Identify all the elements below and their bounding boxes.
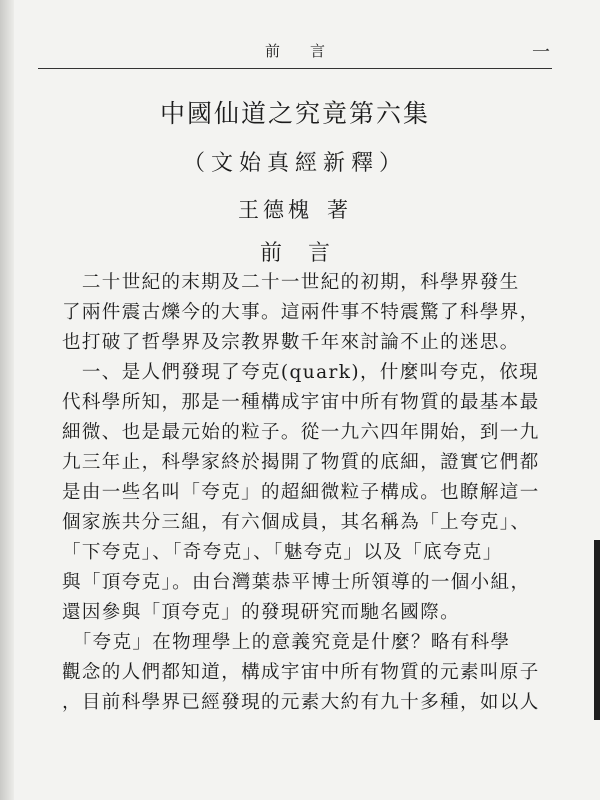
running-head xyxy=(40,34,550,68)
author-line xyxy=(40,194,550,224)
section-heading: 前言 xyxy=(259,241,356,266)
text-line: 也打破了哲學界及宗教界數千年來討論不止的迷思。 xyxy=(62,332,520,353)
text-line: 是由一些名叫「夸克」的超細微粒子構成。也瞭解這一 xyxy=(62,482,540,503)
text-line: 二十世紀的末期及二十一世紀的初期，科學界發生 xyxy=(62,272,520,293)
text-line: ，目前科學界已經發現的元素大約有九十多種，如以人 xyxy=(62,692,540,713)
text-line: 九三年止，科學家終於揭開了物質的底細，證實它們都 xyxy=(62,452,540,473)
text-line: 個家族共分三組，有六個成員，其名稱為「上夸克」、 xyxy=(62,512,531,533)
page-number: 一 xyxy=(532,42,550,63)
body-text xyxy=(62,268,552,718)
text-line: 一、是人們發現了夸克(quark)，什麼叫夸克，依現 xyxy=(62,362,540,383)
header-rule xyxy=(38,68,552,69)
text-line: 還因參與「頂夸克」的發現研究而馳名國際。 xyxy=(62,602,461,623)
book-title: 中國仙道之究竟第六集 xyxy=(159,99,430,128)
text-line: 代科學所知，那是一種構成宇宙中所有物質的最基本最 xyxy=(62,392,540,413)
author-name: 王德槐 xyxy=(238,198,313,222)
book-subtitle: （文始真經新釋） xyxy=(182,151,407,176)
text-line: 觀念的人們都知道，構成宇宙中所有物質的元素叫原子 xyxy=(62,662,540,683)
page-edge-mark xyxy=(594,540,600,720)
text-line: 「夸克」在物理學上的意義究竟是什麼？略有科學 xyxy=(62,632,511,653)
author-role: 著 xyxy=(327,198,352,222)
text-line: 與「頂夸克」。由台灣葉恭平博士所領導的一個小組， xyxy=(62,572,531,593)
running-head-title: 前言 xyxy=(264,42,355,60)
text-line: 細微、也是最元始的粒子。從一九六四年開始，到一九 xyxy=(62,422,540,443)
text-line: 了兩件震古爍今的大事。這兩件事不特震驚了科學界， xyxy=(62,302,540,323)
page-gutter-shadow xyxy=(0,0,14,800)
text-line: 「下夸克」、「奇夸克」、「魅夸克」以及「底夸克」 xyxy=(62,542,503,563)
